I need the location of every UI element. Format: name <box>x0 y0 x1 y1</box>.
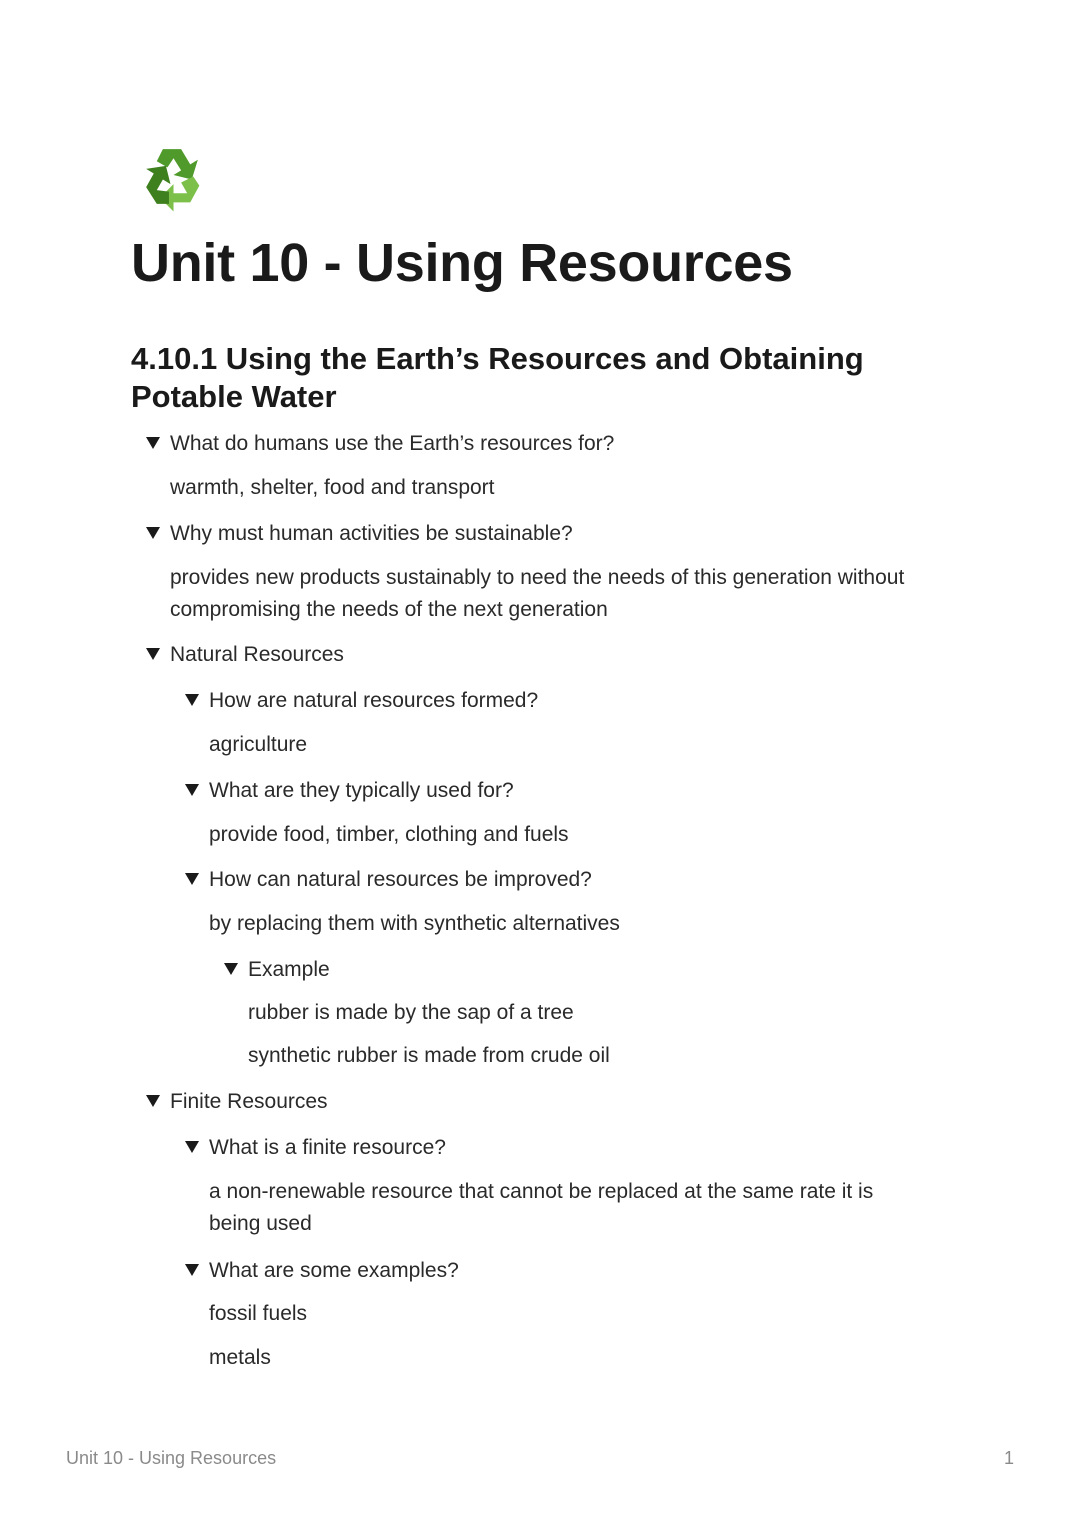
toggle-label: Finite Resources <box>170 1090 328 1113</box>
answer-text: fossil fuels <box>209 1302 308 1325</box>
toggle-triangle-icon[interactable] <box>185 873 199 885</box>
page-title: Unit 10 - Using Resources <box>131 233 793 293</box>
toggle-item-example[interactable] <box>224 954 330 986</box>
toggle-item-finite-resources[interactable] <box>146 1086 328 1118</box>
toggle-item-finite-examples[interactable] <box>185 1255 459 1287</box>
answer-text: metals <box>209 1346 271 1369</box>
toggle-triangle-icon[interactable] <box>185 1141 199 1153</box>
answer-text: provides new products sustainably to need the needs of this generation without compromising the needs of the next generation <box>170 566 905 621</box>
toggle-triangle-icon[interactable] <box>146 648 160 660</box>
answer-text: provide food, timber, clothing and fuels <box>209 823 569 846</box>
toggle-item-natural-used[interactable] <box>185 775 514 807</box>
toggle-label: What are they typically used for? <box>209 779 514 802</box>
page-number: 1 <box>1003 1448 1014 1468</box>
toggle-item-finite-what[interactable] <box>185 1132 446 1164</box>
toggle-label: Natural Resources <box>170 643 344 666</box>
section-heading: 4.10.1 Using the Earth’s Resources and Obtaining Potable Water <box>131 341 864 414</box>
toggle-triangle-icon[interactable] <box>146 527 160 539</box>
toggle-triangle-icon[interactable] <box>185 694 199 706</box>
toggle-label: How can natural resources be improved? <box>209 868 592 891</box>
toggle-triangle-icon[interactable] <box>224 963 238 975</box>
recycle-icon <box>134 140 210 216</box>
toggle-label: Example <box>248 958 330 981</box>
footer-title: Unit 10 - Using Resources <box>66 1448 277 1468</box>
answer-text: warmth, shelter, food and transport <box>170 476 495 499</box>
answer-text: a non-renewable resource that cannot be replaced at the same rate it is being used <box>209 1180 874 1235</box>
toggle-label: What do humans use the Earth’s resources for? <box>170 432 615 455</box>
toggle-item-resources-use[interactable] <box>146 428 614 460</box>
toggle-label: Why must human activities be sustainable? <box>170 522 573 545</box>
answer-text: synthetic rubber is made from crude oil <box>248 1044 610 1067</box>
toggle-item-natural-formed[interactable] <box>185 685 538 717</box>
answer-text: agriculture <box>209 733 308 756</box>
toggle-label: How are natural resources formed? <box>209 689 539 712</box>
toggle-triangle-icon[interactable] <box>146 437 160 449</box>
toggle-triangle-icon[interactable] <box>185 784 199 796</box>
toggle-triangle-icon[interactable] <box>146 1095 160 1107</box>
answer-text: rubber is made by the sap of a tree <box>248 1001 574 1024</box>
toggle-item-natural-resources[interactable] <box>146 639 344 671</box>
toggle-label: What are some examples? <box>209 1259 459 1282</box>
toggle-triangle-icon[interactable] <box>185 1264 199 1276</box>
toggle-item-natural-improved[interactable] <box>185 864 592 896</box>
answer-text: by replacing them with synthetic alternatives <box>209 912 620 935</box>
toggle-item-sustainable[interactable] <box>146 518 573 550</box>
toggle-label: What is a finite resource? <box>209 1136 446 1159</box>
